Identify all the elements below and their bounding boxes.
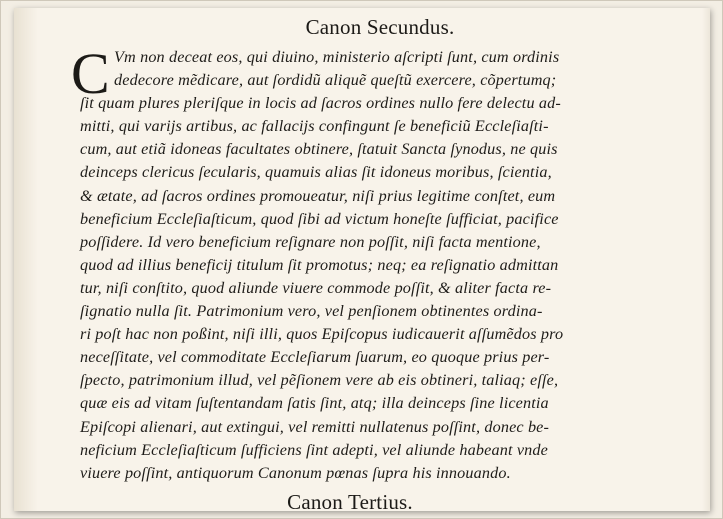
- text-line: ſignatio nulla ſit. Patrimonium vero, vel penſionem obtinentes ordina-: [80, 302, 543, 321]
- page-edge: [702, 8, 710, 511]
- text-line: ſit quam plures pleriſque in locis ad ſacros ordines nullo fere delectu ad-: [80, 94, 561, 113]
- text-line: poſſidere. Id vero beneficium reſignare non poſſit, niſi facta mentione,: [80, 232, 541, 251]
- text-line: Vm non deceat eos, qui diuino, ministerio aſcripti ſunt, cum ordinis: [114, 48, 560, 66]
- text-line: neficium Eccleſiaſticum ſufficiens ſint adepti, vel aliunde habeant vnde: [80, 440, 548, 459]
- text-line: quæ eis ad vitam ſuſtentandam ſatis ſint, atq; illa deinceps ſine licentia: [80, 394, 549, 413]
- text-line: ſpecto, patrimonium illud, vel pẽſionem vere ab eis obtineri, taliaq; eſſe,: [80, 371, 559, 390]
- drop-capital: C: [71, 41, 110, 106]
- text-line: ri poſt hac non poßint, niſi illi, quos Epiſcopus iudicauerit aſſumẽdos pro: [80, 325, 564, 344]
- text-line: neceſſitate, vel commoditate Eccleſiarum ſuarum, eo quoque prius per-: [80, 348, 550, 367]
- canon-body-text: [80, 46, 680, 485]
- canon-heading: Canon Secundus.: [305, 15, 455, 39]
- text-line: tur, niſi conſtito, quod aliunde viuere commode poſſit, & aliter facta re-: [80, 278, 552, 297]
- page-gutter: [14, 8, 38, 511]
- text-line: quod ad illius beneficij titulum ſit promotus; neq; ea reſignatio admittan: [80, 255, 559, 274]
- text-line: cum, aut etiã idoneas facultates obtinere, ſtatuit Sancta ſynodus, ne quis: [80, 140, 558, 159]
- text-line: mitti, qui varijs artibus, ac fallacijs confingunt ſe beneficiũ Eccleſiaſti-: [80, 117, 549, 136]
- text-line: beneficium Eccleſiaſticum, quod ſibi ad victum honeſte ſufficiat, pacifice: [80, 209, 559, 228]
- text-line: deinceps clericus ſecularis, quamuis alias ſit idoneus moribus, ſcientia,: [80, 163, 552, 182]
- next-canon-heading: Canon Tertius.: [287, 490, 413, 511]
- text-line: dedecore mẽdicare, aut ſordidũ aliquẽ queſtũ exercere, cõpertumq;: [114, 71, 557, 90]
- text-line: viuere poſſint, antiquorum Canonum pœnas ſupra his innouando.: [80, 463, 511, 482]
- text-line: Epiſcopi alienari, aut extingui, vel remitti nullatenus poſſint, donec be-: [80, 417, 550, 436]
- book-page: [14, 8, 710, 511]
- text-line: & ætate, ad ſacros ordines promoueatur, niſi prius legitime conſtet, eum: [80, 186, 556, 205]
